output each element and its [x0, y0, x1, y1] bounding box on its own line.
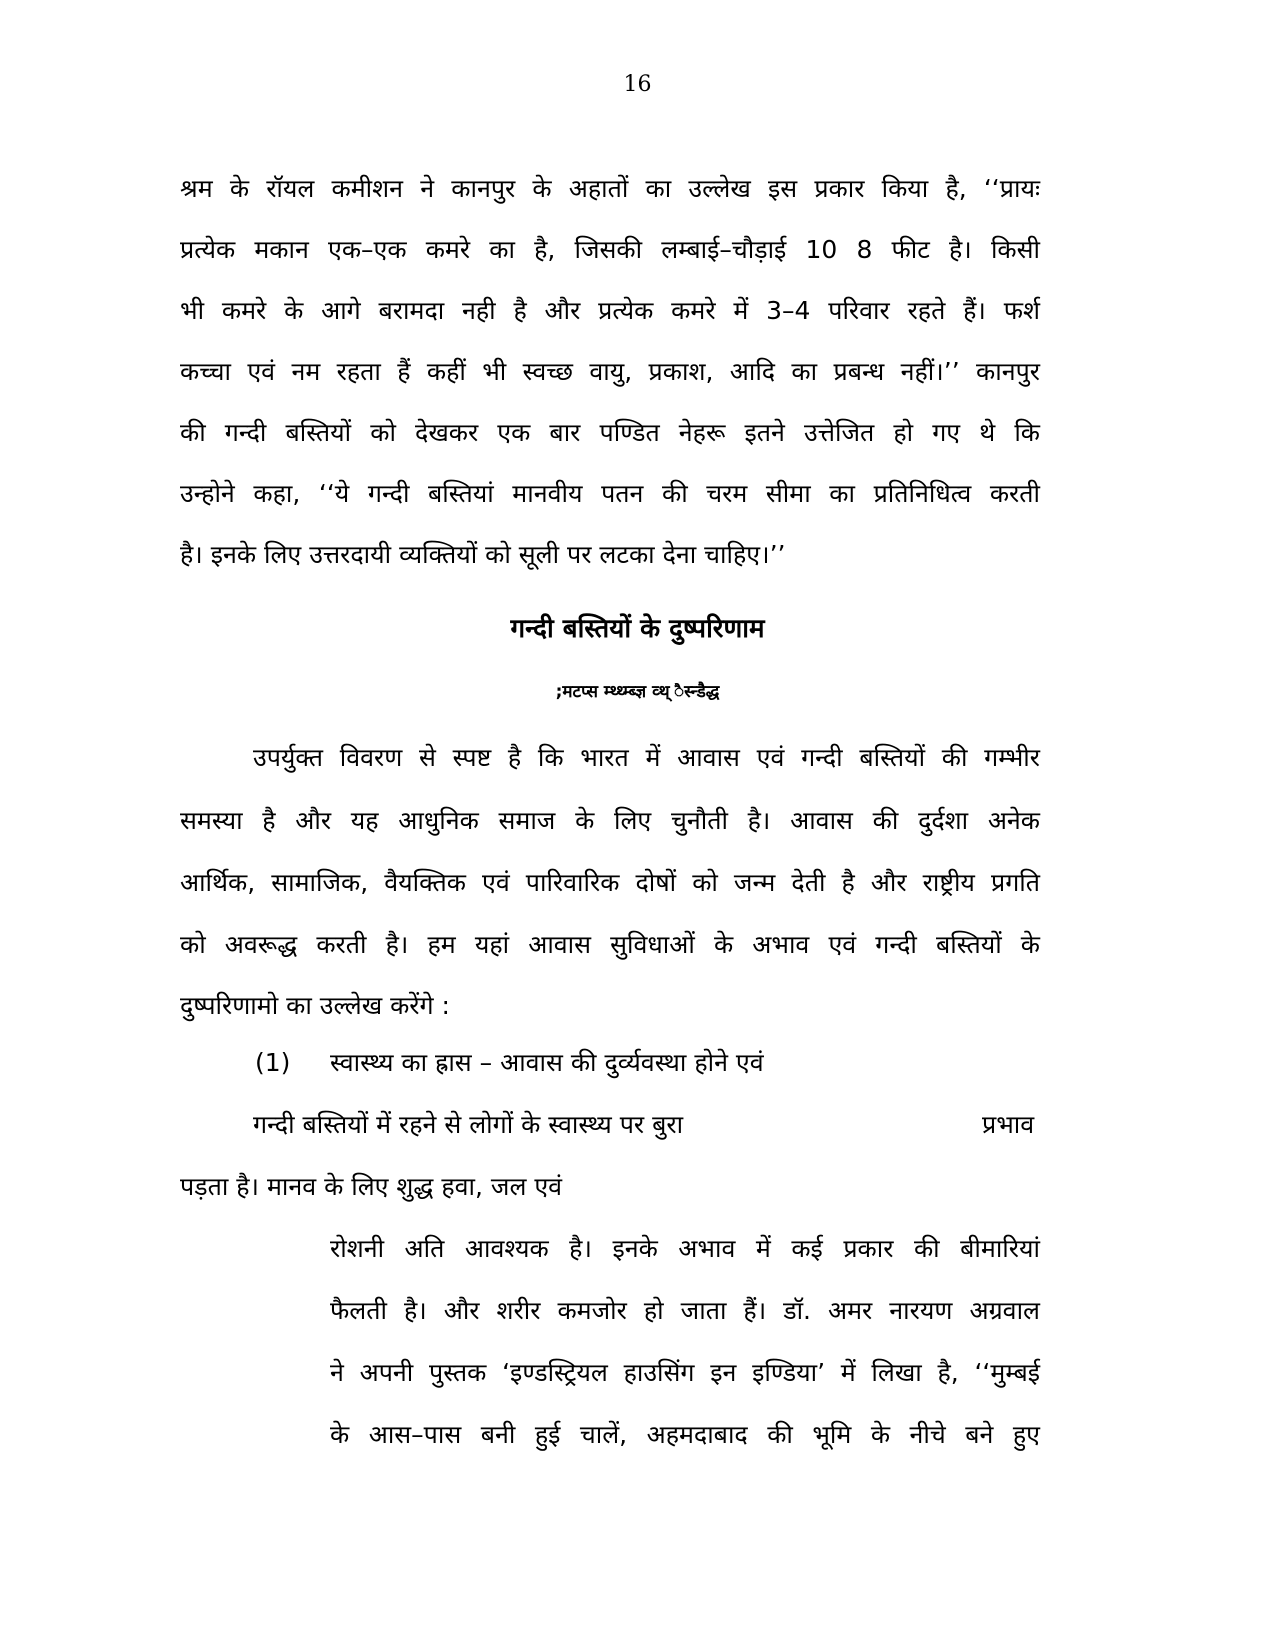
paragraph-line: को अवरूद्ध करती है। हम यहां आवास सुविधाओं के अभाव एवं गन्दी बस्तियों के: [180, 930, 1040, 959]
paragraph-line: आर्थिक, सामाजिक, वैयक्तिक एवं पारिवारिक दोषों को जन्म देती है और राष्ट्रीय प्रगति: [180, 868, 1040, 897]
paragraph-line: दुष्परिणामो का उल्लेख करेंगे :: [180, 991, 450, 1020]
paragraph-line: कच्चा एवं नम रहता हैं कहीं भी स्वच्छ वायु, प्रकाश, आदि का प्रबन्ध नहीं।’’ कानपुर: [180, 357, 1040, 386]
gap-line-right-text: प्रभाव: [982, 1110, 1035, 1139]
paragraph-line: उपर्युक्त विवरण से स्पष्ट है कि भारत में आवास एवं गन्दी बस्तियों की गम्भीर: [253, 743, 1040, 772]
paragraph-line: भी कमरे के आगे बरामदा नही है और प्रत्येक कमरे में 3–4 परिवार रहते हैं। फर्श: [180, 296, 1040, 325]
paragraph-line: समस्या है और यह आधुनिक समाज के लिए चुनौती है। आवास की दुर्दशा अनेक: [180, 806, 1040, 835]
list-item-text: स्वास्थ्य का ह्रास – आवास की दुर्व्यवस्था होने एवं: [330, 1048, 764, 1077]
section-subheading: ;मटप्स म्थ्थ्म्ब्ज्ञ व्थ् ैस्न्डैद्ध: [555, 682, 720, 702]
short-line: पड़ता है। मानव के लिए शुद्ध हवा, जल एवं: [180, 1172, 563, 1201]
paragraph-line: की गन्दी बस्तियों को देखकर एक बार पण्डित नेहरू इतने उत्तेजित हो गए थे कि: [180, 418, 1040, 447]
block-line: ने अपनी पुस्तक ‘इण्डस्ट्रियल हाउसिंग इन इण्डिया’ में लिखा है, ‘‘मुम्बई: [330, 1358, 1040, 1387]
paragraph-line: उन्होने कहा, ‘‘ये गन्दी बस्तियां मानवीय पतन की चरम सीमा का प्रतिनिधित्व करती: [180, 479, 1040, 508]
paragraph-line: है। इनके लिए उत्तरदायी व्यक्तियों को सूली पर लटका देना चाहिए।’’: [180, 540, 786, 569]
block-line: फैलती है। और शरीर कमजोर हो जाता हैं। डॉ. अमर नारयण अग्रवाल: [330, 1296, 1040, 1325]
gap-line-left-text: गन्दी बस्तियों में रहने से लोगों के स्वास्थ्य पर बुरा: [253, 1110, 684, 1139]
paragraph-line: श्रम के रॉयल कमीशन ने कानपुर के अहातों का उल्लेख इस प्रकार किया है, ‘‘प्रायः: [180, 174, 1040, 203]
section-heading: गन्दी बस्तियों के दुष्परिणाम: [510, 614, 765, 644]
paragraph-line: प्रत्येक मकान एक–एक कमरे का है, जिसकी लम्बाई–चौड़ाई 10 8 फीट है। किसी: [180, 235, 1040, 264]
page-number: 16: [623, 72, 652, 97]
block-line: रोशनी अति आवश्यक है। इनके अभाव में कई प्रकार की बीमारियां: [330, 1234, 1040, 1263]
block-line: के आस–पास बनी हुई चालें, अहमदाबाद की भूमि के नीचे बने हुए: [330, 1420, 1040, 1449]
list-item-number: (1): [255, 1048, 291, 1077]
